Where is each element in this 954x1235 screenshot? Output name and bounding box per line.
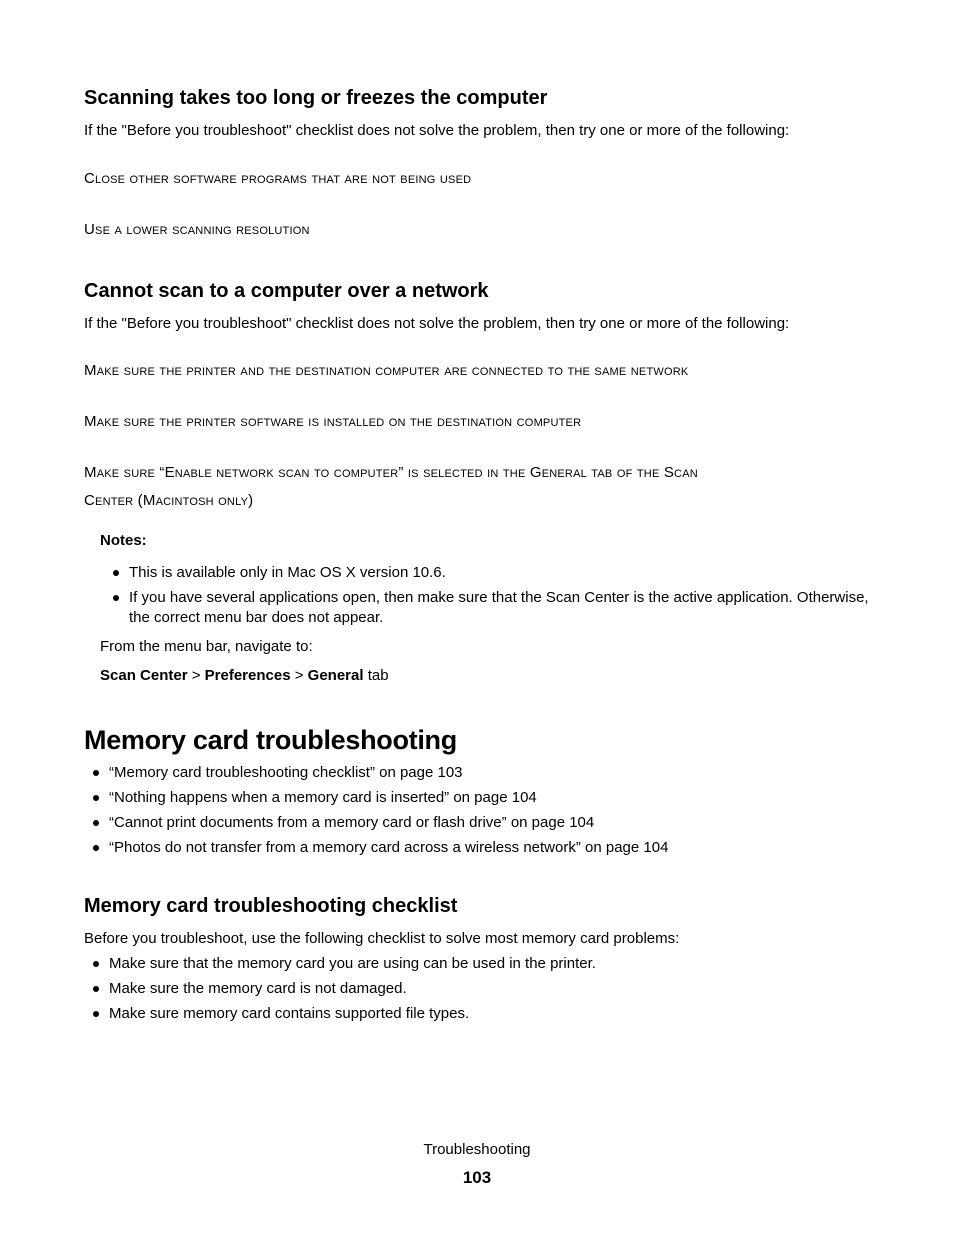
list-item: Make sure that the memory card you are using can be used in the printer. <box>84 954 596 974</box>
bullet-icon <box>93 820 99 826</box>
page-number: 103 <box>462 1168 492 1187</box>
chapter-link[interactable]: “Nothing happens when a memory card is inserted” on page 104 <box>84 788 668 808</box>
list-item: Make sure the memory card is not damaged. <box>84 979 596 999</box>
chapter-link[interactable]: “Memory card troubleshooting checklist” on page 103 <box>84 763 668 783</box>
nav-separator: > <box>187 667 205 684</box>
nav-item: Scan Center <box>100 667 188 684</box>
notes-label: Notes: <box>100 532 147 549</box>
list-item: This is available only in Mac OS X version 10.6. <box>104 563 884 583</box>
nav-intro: From the menu bar, navigate to: <box>100 638 313 655</box>
list-item: If you have several applications open, then make sure that the Scan Center is the active application. Otherwise, the correct menu bar does not appear. <box>104 588 884 628</box>
tip-heading: Make sure the printer and the destination computer are connected to the same network <box>84 362 689 379</box>
notes-list <box>104 563 884 633</box>
bullet-icon <box>93 845 99 851</box>
bullet-icon <box>93 1011 99 1017</box>
nav-item: General <box>307 667 364 684</box>
bullet-icon <box>93 986 99 992</box>
tip-heading: Use a lower scanning resolution <box>84 221 310 238</box>
chapter-link[interactable]: “Cannot print documents from a memory card or flash drive” on page 104 <box>84 813 668 833</box>
section-intro: Before you troubleshoot, use the following checklist to solve most memory card problems: <box>84 930 680 947</box>
chapter-title: Memory card troubleshooting <box>84 725 457 755</box>
tip-heading-line: Center (Macintosh only) <box>84 492 254 509</box>
section-heading-network-scan: Cannot scan to a computer over a network <box>84 280 489 302</box>
bullet-icon <box>113 595 119 601</box>
list-item: Make sure memory card contains supported file types. <box>84 1004 596 1024</box>
bullet-icon <box>93 961 99 967</box>
tip-heading-line: Make sure “Enable network scan to computer” is selected in the General tab of the Scan <box>84 464 698 481</box>
section-heading-scanning-slow: Scanning takes too long or freezes the computer <box>84 87 548 109</box>
bullet-icon <box>113 570 119 576</box>
tip-heading: Close other software programs that are not being used <box>84 170 472 187</box>
checklist <box>84 954 596 1029</box>
section-intro: If the "Before you troubleshoot" checklist does not solve the problem, then try one or more of the following: <box>84 315 790 332</box>
chapter-link[interactable]: “Photos do not transfer from a memory card across a wireless network” on page 104 <box>84 838 668 858</box>
nav-path <box>100 666 389 686</box>
tip-heading: Make sure the printer software is installed on the destination computer <box>84 413 582 430</box>
section-intro: If the "Before you troubleshoot" checklist does not solve the problem, then try one or more of the following: <box>84 122 790 139</box>
bullet-icon <box>93 795 99 801</box>
nav-item: Preferences <box>204 667 291 684</box>
footer-section-name: Troubleshooting <box>423 1141 531 1158</box>
section-heading-checklist: Memory card troubleshooting checklist <box>84 895 458 917</box>
tip-heading <box>84 459 884 515</box>
nav-suffix: tab <box>363 667 389 684</box>
chapter-links <box>84 763 668 863</box>
nav-separator: > <box>290 667 308 684</box>
bullet-icon <box>93 770 99 776</box>
